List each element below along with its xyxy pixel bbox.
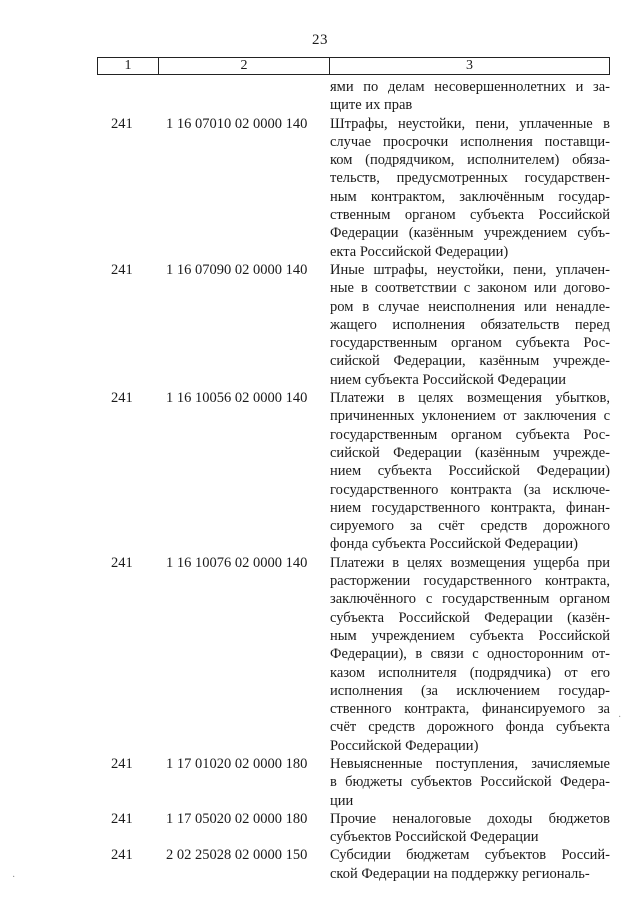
admin-code-cell: 241 xyxy=(111,261,133,278)
header-col-3: 3 xyxy=(466,58,473,73)
description-cell xyxy=(330,846,610,883)
table-row-continuation xyxy=(0,78,640,115)
description-line: государственным органом субъекта Рос- xyxy=(330,426,610,443)
table-row xyxy=(0,554,640,755)
description-line: нием субъекта Российской Федерации) xyxy=(330,463,610,480)
description-line: ные в соответствии с законом или догово- xyxy=(330,280,610,297)
description-cell xyxy=(330,554,610,755)
description-line: Прочие неналоговые доходы бюджетов xyxy=(330,810,610,827)
description-cell xyxy=(330,261,610,389)
description-cell xyxy=(330,389,610,554)
description-line: ской Федерации на поддержку региональ- xyxy=(330,865,590,882)
table-header xyxy=(97,57,610,75)
budget-code-cell: 1 16 07010 02 0000 140 xyxy=(166,115,308,132)
table-row xyxy=(0,810,640,847)
description-line: ком (подрядчиком, исполнителем) обяза- xyxy=(330,152,610,169)
budget-code-cell: 1 17 05020 02 0000 180 xyxy=(166,810,308,827)
description-line: Платежи в целях возмещения ущерба при xyxy=(330,554,610,571)
description-line: счёт средств дорожного фонда субъекта xyxy=(330,719,610,736)
page-number: 23 xyxy=(312,32,328,48)
description-line: ями по делам несовершеннолетних и за- xyxy=(330,79,610,95)
description-line: сийской Федерации, казённым учрежде- xyxy=(330,353,610,370)
budget-code-cell: 2 02 25028 02 0000 150 xyxy=(166,847,308,864)
description-cell xyxy=(330,810,610,847)
table-row xyxy=(0,115,640,261)
description-cell xyxy=(330,755,610,810)
scan-speck: · xyxy=(12,872,16,883)
description-line: Платежи в целях возмещения убытков, xyxy=(330,390,610,407)
description-line: Российской Федерации) xyxy=(330,737,479,754)
description-line: казом исполнителя (подрядчика) от его xyxy=(330,664,610,681)
scan-speck: · xyxy=(618,712,622,723)
description-line: жащего исполнения обязательств перед xyxy=(330,316,610,333)
description-line: государственного контракта (за исключе- xyxy=(330,481,610,498)
admin-code-cell: 241 xyxy=(111,755,133,772)
table-row xyxy=(0,261,640,389)
description-cell xyxy=(330,78,610,115)
description-line: щите их прав xyxy=(330,97,413,114)
admin-code-cell: 241 xyxy=(111,390,133,407)
budget-code-cell: 1 16 10056 02 0000 140 xyxy=(166,390,308,407)
description-line: ным контрактом, заключённым государ- xyxy=(330,188,610,205)
description-line: сийской Федерации (казённым учрежде- xyxy=(330,444,610,461)
description-line: екта Российской Федерации) xyxy=(330,243,509,260)
description-line: субъектов Российской Федерации xyxy=(330,829,539,846)
admin-code-cell: 241 xyxy=(111,554,133,571)
description-line: ции xyxy=(330,792,354,809)
table-row xyxy=(0,755,640,810)
table-body xyxy=(0,78,640,883)
description-line: ным учреждением субъекта Российской xyxy=(330,627,610,644)
description-line: сируемого за счёт средств дорожного xyxy=(330,518,610,535)
description-line: Невыясненные поступления, зачисляемые xyxy=(330,755,610,772)
description-line: исполнения (за исключением государ- xyxy=(330,682,610,699)
description-line: Штрафы, неустойки, пени, уплаченные в xyxy=(330,115,610,132)
description-line: заключённого с государственным органом xyxy=(330,591,610,608)
description-line: ственного контракта, финансируемого за xyxy=(330,701,610,718)
budget-code-cell: 1 16 07090 02 0000 140 xyxy=(166,261,308,278)
description-line: Субсидии бюджетам субъектов Россий- xyxy=(330,847,610,864)
description-line: Федерации), в связи с односторонним от- xyxy=(330,646,610,663)
admin-code-cell: 241 xyxy=(111,847,133,864)
description-line: государственным органом субъекта Рос- xyxy=(330,335,610,352)
description-line: Иные штрафы, неустойки, пени, уплачен- xyxy=(330,261,610,278)
table-row xyxy=(0,846,640,883)
description-line: ственным органом субъекта Российской xyxy=(330,207,610,224)
description-line: причиненных уклонением от заключения с xyxy=(330,408,610,425)
budget-code-cell: 1 17 01020 02 0000 180 xyxy=(166,755,308,772)
description-line: Федерации (казённым учреждением субъ- xyxy=(330,225,610,242)
header-col-2: 2 xyxy=(159,58,330,74)
table-row xyxy=(0,389,640,554)
admin-code-cell: 241 xyxy=(111,810,133,827)
description-line: субъекта Российской Федерации (казён- xyxy=(330,609,610,626)
admin-code-cell: 241 xyxy=(111,115,133,132)
description-line: нием государственного контракта, финан- xyxy=(330,499,610,516)
budget-code-cell: 1 16 10076 02 0000 140 xyxy=(166,554,308,571)
description-line: фонда субъекта Российской Федерации) xyxy=(330,536,578,553)
description-line: тельств, предусмотренных государствен- xyxy=(330,170,610,187)
header-col-1: 1 xyxy=(98,58,159,74)
description-line: ром в случае неисполнения или ненадле- xyxy=(330,298,610,315)
description-line: случае просрочки исполнения поставщи- xyxy=(330,133,610,150)
description-line: нием субъекта Российской Федерации xyxy=(330,371,567,388)
description-line: в бюджеты субъектов Российской Федера- xyxy=(330,774,610,791)
description-cell xyxy=(330,115,610,261)
description-line: расторжении государственного контракта, xyxy=(330,573,610,590)
